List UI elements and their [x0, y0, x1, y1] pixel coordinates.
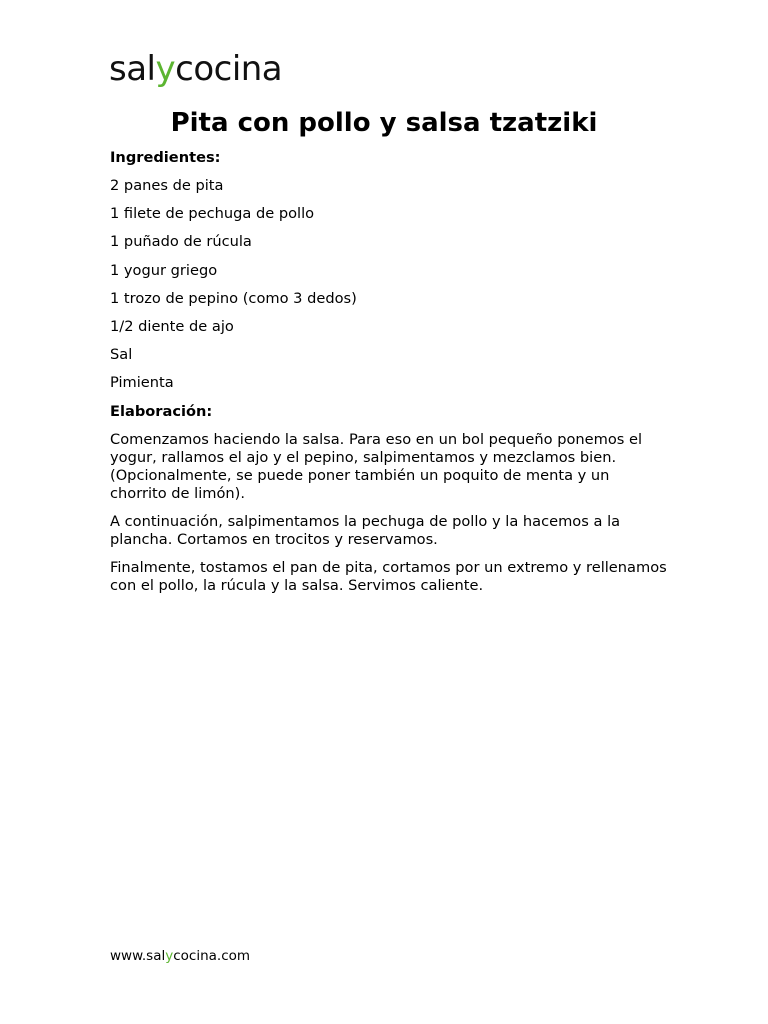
ingredient-item: 1 puñado de rúcula	[110, 233, 252, 251]
ingredients-list	[110, 177, 670, 403]
ingredient-item: 1 yogur griego	[110, 261, 218, 279]
ingredient-item: 1 filete de pechuga de pollo	[110, 205, 315, 223]
ingredients-heading: Ingredientes:	[110, 149, 221, 166]
recipe-body	[110, 149, 670, 605]
step-paragraph: A continuación, salpimentamos la pechuga de pollo y la hacemos a la plancha. Cortamos en trocitos y reservamos.	[110, 512, 621, 548]
ingredient-item: 1 trozo de pepino (como 3 dedos)	[110, 289, 357, 307]
logo-suffix: cocina	[175, 49, 283, 89]
ingredient-item: Pimienta	[110, 374, 174, 392]
logo-prefix: sal	[109, 49, 156, 89]
footer-url-suffix: cocina.com	[173, 948, 251, 964]
step-paragraph: Comenzamos haciendo la salsa. Para eso en un bol pequeño ponemos el yogur, rallamos el ajo y el pepino, salpimentamos y mezclamos bien. (Opcionalmente, se puede poner también un poquito de menta y un chorrito de limón).	[110, 430, 643, 502]
ingredient-item: Sal	[110, 346, 133, 364]
step-paragraph: Finalmente, tostamos el pan de pita, cortamos por un extremo y rellenamos con el pollo, la rúcula y la salsa. Servimos caliente.	[110, 558, 667, 594]
ingredient-item: 1/2 diente de ajo	[110, 317, 234, 335]
brand-logo	[109, 46, 282, 96]
footer-url-prefix: www.sal	[110, 948, 166, 964]
steps-heading: Elaboración:	[110, 402, 213, 420]
recipe-title: Pita con pollo y salsa tzatziki	[170, 108, 598, 138]
logo-accent: y	[155, 49, 176, 89]
ingredient-item: 2 panes de pita	[110, 177, 224, 194]
footer-url	[110, 947, 250, 965]
footer-url-accent: y	[165, 948, 174, 964]
